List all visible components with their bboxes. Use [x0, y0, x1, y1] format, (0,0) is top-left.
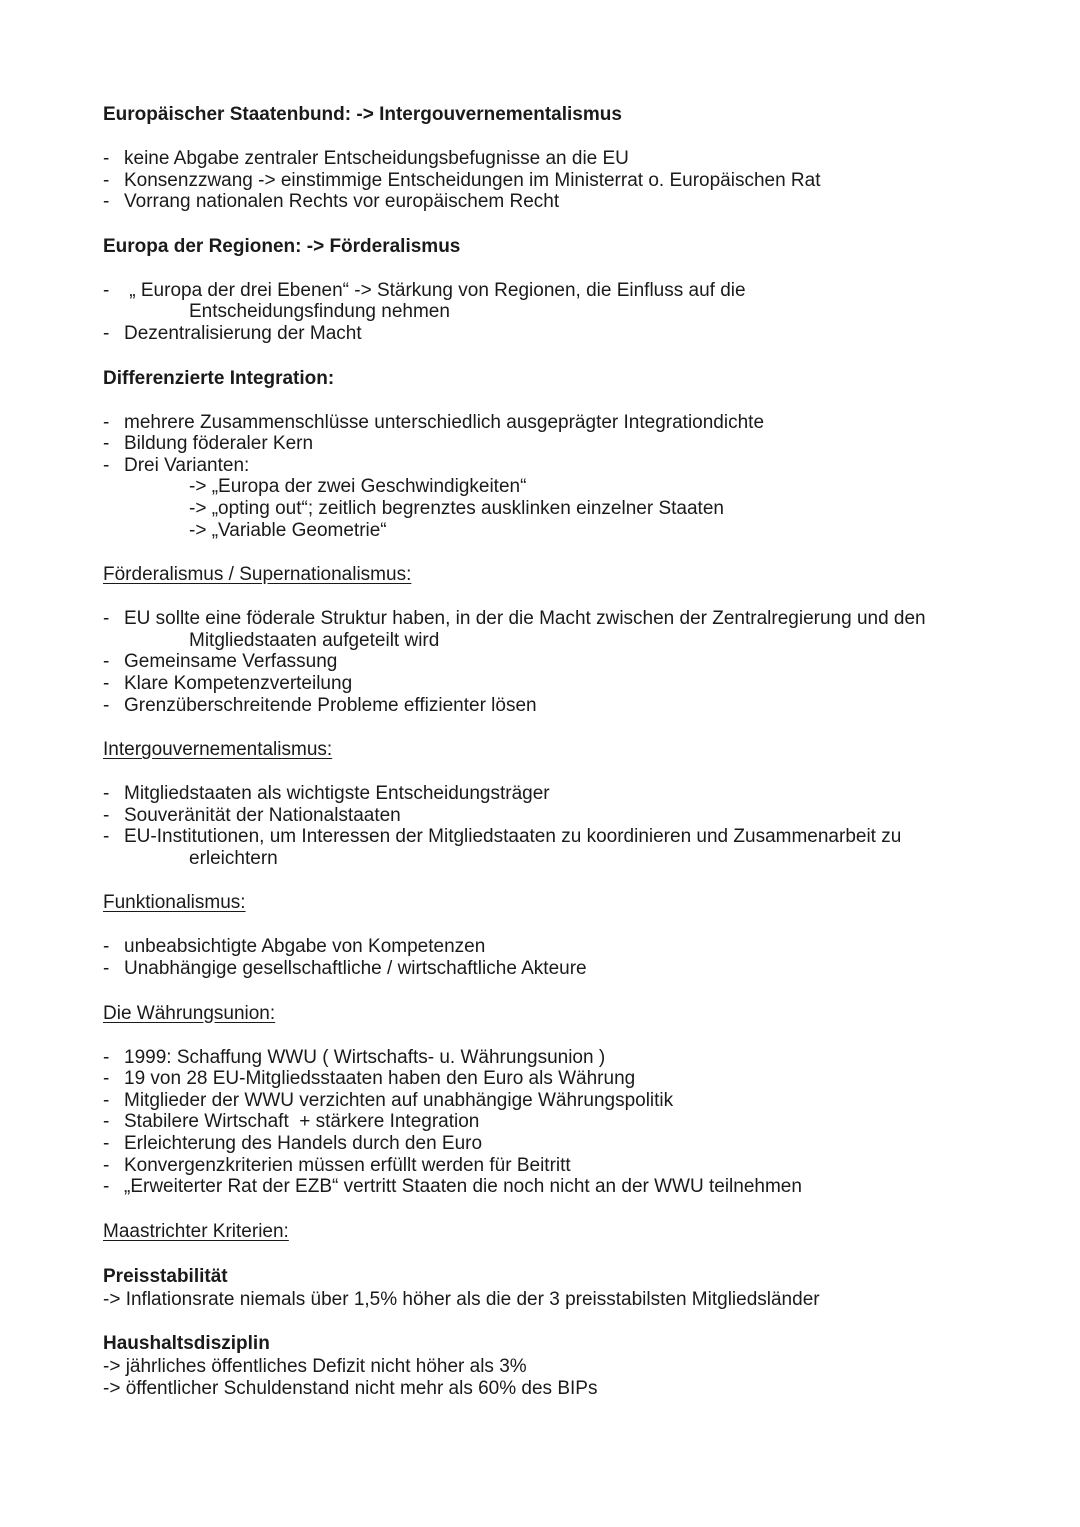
- criterion-line: -> Inflationsrate niemals über 1,5% höher als die der 3 preisstabilsten Mitgliedsländer: [103, 1288, 820, 1310]
- dash-bullet: -: [103, 454, 110, 476]
- dash-bullet: -: [103, 169, 110, 191]
- list-item-continuation: Mitgliedstaaten aufgeteilt wird: [189, 629, 440, 651]
- dash-bullet: -: [103, 672, 110, 694]
- dash-bullet: -: [103, 936, 110, 958]
- list-item-text: unbeabsichtigte Abgabe von Kompetenzen: [124, 936, 486, 958]
- dash-bullet: -: [103, 651, 110, 673]
- list-funktionalismus: [103, 936, 1043, 979]
- list-item: [103, 695, 1043, 717]
- list-item: [103, 1176, 1043, 1198]
- list-item: [103, 783, 1043, 805]
- list-item-text: „ Europa der drei Ebenen“ -> Stärkung von Regionen, die Einfluss auf die: [124, 279, 746, 301]
- list-item: [103, 170, 1043, 192]
- list-regionen: [103, 280, 1043, 345]
- list-item: [103, 280, 1043, 302]
- document-page: [103, 103, 1043, 1400]
- list-item-text: EU sollte eine föderale Struktur haben, in der die Macht zwischen der Zentralregierung und den: [124, 608, 926, 630]
- list-item-continuation: Entscheidungsfindung nehmen: [189, 301, 450, 323]
- list-item-text: EU-Institutionen, um Interessen der Mitgliedstaaten zu koordinieren und Zusammenarbeit zu: [124, 826, 902, 848]
- dash-bullet: -: [103, 322, 110, 344]
- dash-bullet: -: [103, 1111, 110, 1133]
- criterion-line: -> jährliches öffentliches Defizit nicht höher als 3%: [103, 1356, 527, 1378]
- list-item-text: Vorrang nationalen Rechts vor europäischem Recht: [124, 191, 560, 213]
- subheading-preisstabilitaet: Preisstabilität: [103, 1265, 228, 1287]
- heading-foederalismus: Förderalismus / Supernationalismus:: [103, 564, 412, 586]
- criterion-line: -> öffentlicher Schuldenstand nicht mehr als 60% des BIPs: [103, 1378, 598, 1399]
- list-item-text: Dezentralisierung der Macht: [124, 322, 362, 344]
- variant-item: -> „Europa der zwei Geschwindigkeiten“: [189, 476, 527, 498]
- dash-bullet: -: [103, 148, 110, 169]
- list-item-text: „Erweiterter Rat der EZB“ vertritt Staaten die noch nicht an der WWU teilnehmen: [124, 1176, 802, 1198]
- heading-staatenbund: Europäischer Staatenbund: -> Intergouvernementalismus: [103, 104, 622, 125]
- heading-intergouvernementalismus: Intergouvernementalismus:: [103, 739, 333, 761]
- list-staatenbund: [103, 148, 1043, 213]
- dash-bullet: -: [103, 1133, 110, 1155]
- list-item-continuation: erleichtern: [189, 847, 278, 869]
- list-waehrungsunion: [103, 1047, 1043, 1198]
- heading-funktionalismus: Funktionalismus:: [103, 892, 246, 914]
- list-item-text: 1999: Schaffung WWU ( Wirtschafts- u. Währungsunion ): [124, 1046, 606, 1068]
- list-item: [103, 1133, 1043, 1155]
- list-item-text: Konvergenzkriterien müssen erfüllt werden für Beitritt: [124, 1154, 571, 1176]
- list-item: [103, 608, 1043, 630]
- list-item: [103, 1047, 1043, 1069]
- list-item-text: Mitglieder der WWU verzichten auf unabhängige Währungspolitik: [124, 1089, 674, 1111]
- heading-maastrichter-kriterien: Maastrichter Kriterien:: [103, 1220, 289, 1242]
- list-item: [103, 148, 1043, 170]
- list-item-text: Gemeinsame Verfassung: [124, 651, 338, 673]
- dash-bullet: -: [103, 433, 110, 455]
- dash-bullet: -: [103, 1089, 110, 1111]
- heading-differenzierte-integration: Differenzierte Integration:: [103, 367, 335, 389]
- list-item-text: Konsenzzwang -> einstimmige Entscheidungen im Ministerrat o. Europäischen Rat: [124, 169, 821, 191]
- list-item-text: Souveränität der Nationalstaaten: [124, 804, 401, 826]
- list-item: [103, 1155, 1043, 1177]
- dash-bullet: -: [103, 1176, 110, 1198]
- list-item-text: Stabilere Wirtschaft + stärkere Integration: [124, 1111, 480, 1133]
- variant-item: -> „Variable Geometrie“: [189, 519, 387, 541]
- dash-bullet: -: [103, 1154, 110, 1176]
- list-item-text: Bildung föderaler Kern: [124, 433, 314, 455]
- list-item-text: Drei Varianten:: [124, 454, 250, 476]
- dash-bullet: -: [103, 958, 110, 980]
- list-item-text: Unabhängige gesellschaftliche / wirtschaftliche Akteure: [124, 958, 587, 980]
- variant-item: -> „opting out“; zeitlich begrenztes ausklinken einzelner Staaten: [189, 497, 724, 519]
- list-item: [103, 651, 1043, 673]
- list-item: [103, 433, 1043, 455]
- dash-bullet: -: [103, 1068, 110, 1090]
- list-item: [103, 412, 1043, 434]
- list-item: [103, 936, 1043, 958]
- list-item: [103, 1111, 1043, 1133]
- heading-waehrungsunion: Die Währungsunion:: [103, 1002, 276, 1024]
- dash-bullet: -: [103, 804, 110, 826]
- list-item-text: Klare Kompetenzverteilung: [124, 672, 353, 694]
- list-item-text: mehrere Zusammenschlüsse unterschiedlich ausgeprägter Integrationdichte: [124, 411, 765, 433]
- list-item-text: 19 von 28 EU-Mitgliedsstaaten haben den Euro als Währung: [124, 1068, 636, 1090]
- list-intergouvernementalismus: [103, 783, 1043, 869]
- heading-regionen: Europa der Regionen: -> Förderalismus: [103, 235, 461, 257]
- subheading-haushaltsdisziplin: Haushaltsdisziplin: [103, 1333, 270, 1355]
- list-item: [103, 826, 1043, 848]
- list-item-text: keine Abgabe zentraler Entscheidungsbefugnisse an die EU: [124, 148, 629, 169]
- list-item: [103, 1090, 1043, 1112]
- list-differenzierte-integration: [103, 412, 1043, 542]
- dash-bullet: -: [103, 279, 110, 301]
- dash-bullet: -: [103, 694, 110, 716]
- list-item: [103, 455, 1043, 477]
- list-item: [103, 805, 1043, 827]
- dash-bullet: -: [103, 1046, 110, 1068]
- dash-bullet: -: [103, 608, 110, 630]
- dash-bullet: -: [103, 411, 110, 433]
- list-item: [103, 191, 1043, 213]
- dash-bullet: -: [103, 826, 110, 848]
- dash-bullet: -: [103, 191, 110, 213]
- list-item-text: Grenzüberschreitende Probleme effizienter lösen: [124, 694, 537, 716]
- list-item-text: Erleichterung des Handels durch den Euro: [124, 1133, 483, 1155]
- list-item: [103, 1068, 1043, 1090]
- list-item: [103, 323, 1043, 345]
- list-item-text: Mitgliedstaaten als wichtigste Entscheidungsträger: [124, 783, 550, 805]
- dash-bullet: -: [103, 783, 110, 805]
- list-item: [103, 673, 1043, 695]
- list-foederalismus: [103, 608, 1043, 716]
- list-item: [103, 958, 1043, 980]
